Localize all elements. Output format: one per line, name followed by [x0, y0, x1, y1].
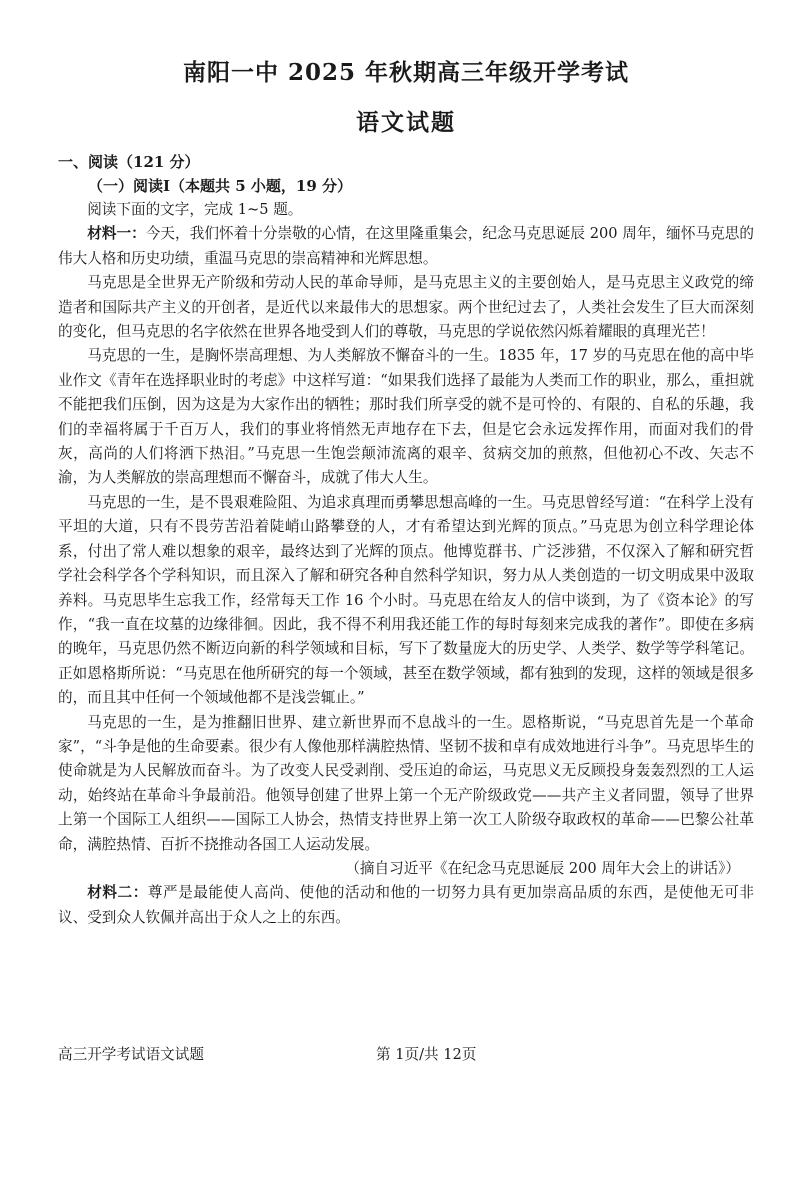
material1-label: 材料一： — [87, 225, 146, 243]
material1-source: （摘自习近平《在纪念马克思诞辰 200 周年大会上的讲话》） — [345, 859, 740, 877]
instruction-text: 阅读下面的文字，完成 1~5 题。 — [87, 201, 303, 218]
subsection-heading: （一）阅读Ⅰ（本题共 5 小题，19 分） — [88, 177, 352, 195]
material2-paragraph — [58, 881, 754, 930]
material1-paragraph-2: 马克思是全世界无产阶级和劳动人民的革命导师，是马克思主义的主要创始人，是马克思主义政党的缔造者和国际共产主义的开创者，是近代以来最伟大的思想家。两个世纪过去了，人类社会发生了巨大而深刻的变化，但马克思的名字依然在世界各地受到人们的尊敬，马克思的学说依然闪烁着耀眼的真理光芒！ — [58, 274, 754, 341]
section-heading: 一、阅读（121 分） — [58, 153, 200, 171]
material1-paragraph-5: 马克思的一生，是为推翻旧世界、建立新世界而不息战斗的一生。恩格斯说，“马克思首先是一个革命家”，“斗争是他的生命要素。很少有人像他那样满腔热情、坚韧不拔和卓有成效地进行斗争”。马克思毕生的使命就是为人民解放而奋斗。为了改变人民受剥削、受压迫的命运，马克思义无反顾投身轰轰烈烈的工人运动，始终站在革命斗争最前沿。他领导创建了世界上第一个无产阶级政党——共产主义者同盟，领导了世界上第一个国际工人组织——国际工人协会，热情支持世界上第一次工人阶级夺取政权的革命——巴黎公社革命，满腔热情、百折不挠推动各国工人运动发展。 — [58, 713, 754, 853]
footer-exam-name: 高三开学考试语文试题 — [58, 1046, 204, 1063]
exam-subtitle: 语文试题 — [356, 109, 456, 136]
material1-intro-text: 今天，我们怀着十分崇敬的心情，在这里隆重集会，纪念马克思诞辰 200 周年，缅怀马克思的伟大人格和历史功绩，重温马克思的崇高精神和光辉思想。 — [58, 225, 754, 267]
material1-paragraph-4: 马克思的一生，是不畏艰难险阻、为追求真理而勇攀思想高峰的一生。马克思曾经写道：“在科学上没有平坦的大道，只有不畏劳苦沿着陡峭山路攀登的人，才有希望达到光辉的顶点。”马克思为创立科学理论体系，付出了常人难以想象的艰辛，最终达到了光辉的顶点。他博览群书、广泛涉猎，不仅深入了解和研究哲学社会科学各个学科知识，而且深入了解和研究各种自然科学知识，努力从人类创造的一切文明成果中汲取养料。马克思毕生忘我工作，经常每天工作 16 个小时。马克思在给友人的信中谈到，为了《资本论》的写作，“我一直在坟墓的边缘徘徊。因此，我不得不利用我还能工作的每时每刻来完成我的著作”。即使在多病的晚年，马克思仍然不断迈向新的科学领域和目标，写下了数量庞大的历史学、人类学、数学等学科笔记。正如恩格斯所说：“马克思在他所研究的每一个领域，甚至在数学领域，都有独到的发现，这样的领域是很多的，而且其中任何一个领域他都不是浅尝辄止。” — [58, 493, 754, 707]
material1-intro — [58, 222, 754, 271]
material1-paragraph-3: 马克思的一生，是胸怀崇高理想、为人类解放不懈奋斗的一生。1835 年，17 岁的马克思在他的高中毕业作文《青年在选择职业时的考虑》中这样写道：“如果我们选择了最能为人类而工作的职业，那么，重担就不能把我们压倒，因为这是为大家作出的牺牲；那时我们所享受的就不是可怜的、有限的、自私的乐趣，我们的幸福将属于千百万人，我们的事业将悄然无声地存在下去，但是它会永远发挥作用，而面对我们的骨灰，高尚的人们将洒下热泪。”马克思一生饱尝颠沛流离的艰辛、贫病交加的煎熬，但他初心不改、矢志不渝，为人类解放的崇高理想而不懈奋斗，成就了伟大人生。 — [58, 347, 754, 487]
footer-page-number: 第 1页/共 12页 — [376, 1046, 477, 1063]
material2-label: 材料二： — [87, 884, 148, 902]
exam-title: 南阳一中 2025 年秋期高三年级开学考试 — [182, 59, 630, 86]
material2-text: 尊严是最能使人高尚、使他的活动和他的一切努力具有更加崇高品质的东西，是使他无可非议、受到众人钦佩并高出于众人之上的东西。 — [58, 884, 754, 926]
